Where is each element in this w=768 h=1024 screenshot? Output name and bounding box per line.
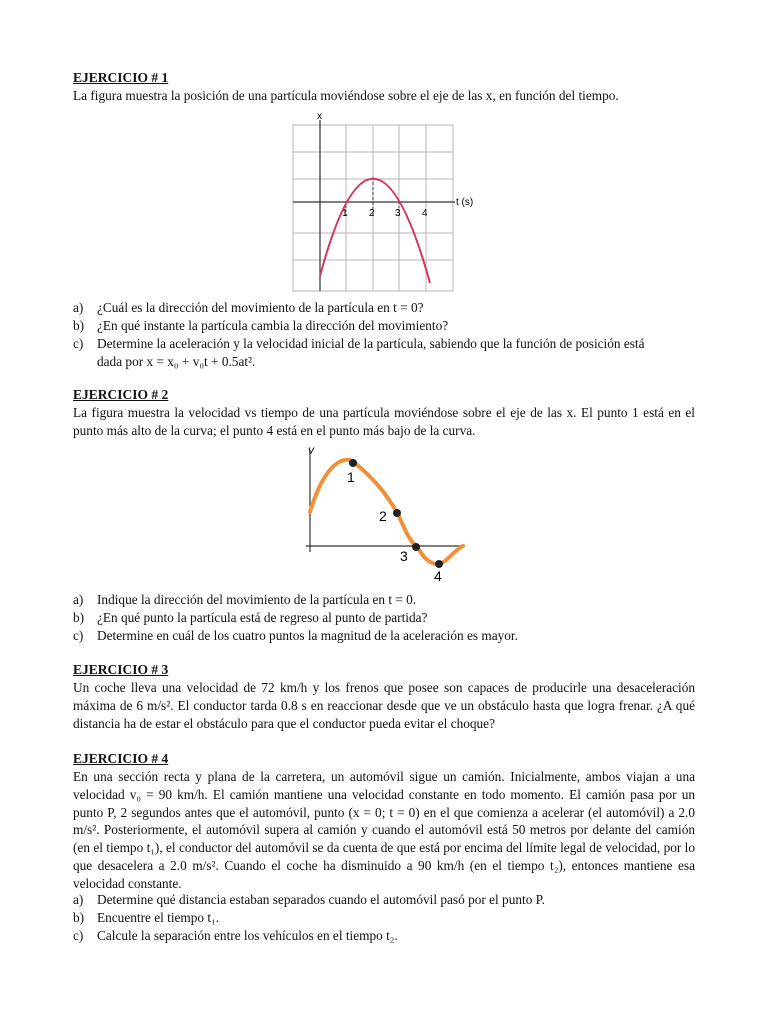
ex1-tick-4: 4 bbox=[422, 208, 428, 219]
ex2-label-3: 3 bbox=[400, 548, 408, 564]
question-label: b) bbox=[73, 318, 85, 333]
ex2-point-4 bbox=[435, 560, 443, 568]
question-text-line2: dada por x = x₀ + v₀t + 0.5at². bbox=[97, 353, 256, 369]
ex3-title: EJERCICIO # 3 bbox=[73, 662, 169, 677]
question-text: ¿En qué punto la partícula está de regreso al punto de partida? bbox=[97, 610, 428, 625]
question-label: b) bbox=[73, 610, 85, 625]
question-text: Calcule la separación entre los vehículos en el tiempo t₂. bbox=[97, 928, 398, 943]
ex1-tick-3: 3 bbox=[395, 208, 401, 219]
question-label: b) bbox=[73, 910, 85, 925]
question-text: ¿Cuál es la dirección del movimiento de la partícula en t = 0? bbox=[97, 300, 424, 315]
ex2-label-1: 1 bbox=[347, 469, 355, 485]
question-text: Determine qué distancia estaban separados cuando el automóvil pasó por el punto P. bbox=[97, 892, 545, 907]
ex1-intro: La figura muestra la posición de una partícula moviéndose sobre el eje de las x, en función del tiempo. bbox=[73, 88, 619, 103]
ex1-position-graph bbox=[285, 108, 485, 293]
question-label: c) bbox=[73, 628, 84, 643]
ex3-text: Un coche lleva una velocidad de 72 km/h y los frenos que posee son capaces de producirle una desaceleración máxima de 6 m/s². El conductor tarda 0.8 s en reaccionar desde que ve un obstáculo hasta que logra frenar. ¿A qué distancia ha de estar el obstáculo para que el conductor pueda evitar el choque? bbox=[73, 680, 695, 731]
ex4-title: EJERCICIO # 4 bbox=[73, 751, 169, 766]
ex2-velocity-graph bbox=[300, 442, 470, 587]
ex2-point-3 bbox=[412, 543, 420, 551]
question-label: c) bbox=[73, 928, 84, 943]
question-text bbox=[97, 335, 695, 371]
ex2-intro: La figura muestra la velocidad vs tiempo de una partícula moviéndose sobre el eje de las x. El punto 1 está en el punto más alto de la curva; el punto 4 está en el punto más bajo de la curva. bbox=[73, 405, 695, 438]
ex2-label-4: 4 bbox=[434, 568, 442, 584]
question-label: a) bbox=[73, 300, 84, 315]
ex4-text: En una sección recta y plana de la carretera, un automóvil sigue un camión. Inicialmente, ambos viajan a una velocidad v₀ = 90 km/h. El camión mantiene una velocidad constante en todo momento. El camión pasa por un punto P, 2 segundos antes que el automóvil, punto (x = 0; t = 0) en el que comienza a acelerar (el automóvil) a 2.0 m/s². Posteriormente, el automóvil supera al camión y cuando el automóvil está 50 metros por delante del camión (en el tiempo t₁), el conductor del automóvil se da cuenta de que está por encima del límite legal de velocidad, por lo que desacelera a 2.0 m/s². Cuando el coche ha disminuido a 90 km/h (en el tiempo t₂), entonces mantiene esa velocidad constante. bbox=[73, 769, 695, 891]
question-text-line1: Determine la aceleración y la velocidad inicial de la partícula, sabiendo que la función de posición está bbox=[97, 336, 645, 351]
ex2-label-2: 2 bbox=[379, 508, 387, 524]
ex2-point-2 bbox=[393, 509, 401, 517]
ex2-y-label: v bbox=[308, 443, 314, 457]
question-text: ¿En qué instante la partícula cambia la dirección del movimiento? bbox=[97, 318, 449, 333]
question-label: c) bbox=[73, 336, 84, 351]
ex1-position-curve bbox=[320, 179, 430, 283]
ex1-y-label: x bbox=[317, 111, 322, 122]
ex1-tick-1: 1 bbox=[342, 208, 348, 219]
question-text: Determine en cuál de los cuatro puntos la magnitud de la aceleración es mayor. bbox=[97, 628, 518, 643]
question-label: a) bbox=[73, 892, 84, 907]
ex1-title: EJERCICIO # 1 bbox=[73, 70, 169, 85]
question-text: Indique la dirección del movimiento de la partícula en t = 0. bbox=[97, 592, 417, 607]
ex2-point-1 bbox=[349, 459, 357, 467]
ex1-tick-2: 2 bbox=[369, 208, 375, 219]
ex2-title: EJERCICIO # 2 bbox=[73, 387, 169, 402]
ex1-x-label: t (s) bbox=[456, 197, 474, 208]
question-text: Encuentre el tiempo t₁. bbox=[97, 910, 220, 925]
question-label: a) bbox=[73, 592, 84, 607]
